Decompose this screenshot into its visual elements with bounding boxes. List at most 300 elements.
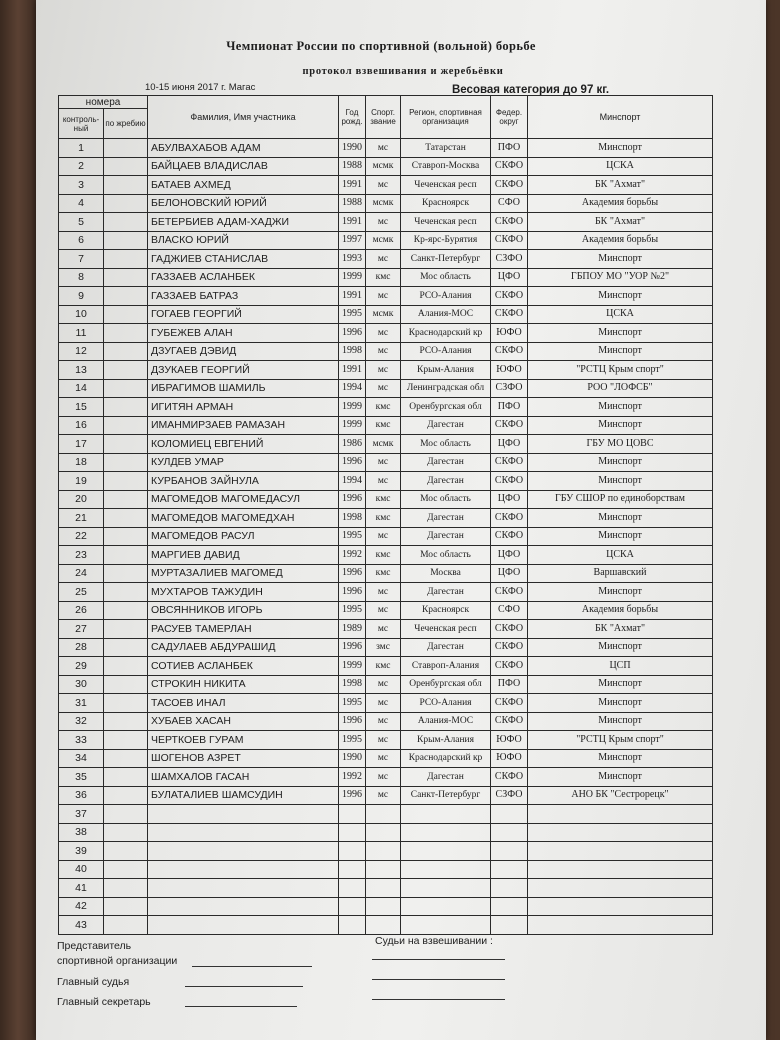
birth-year-cell: 1992 [339, 546, 366, 565]
federal-district-cell: ЦФО [491, 435, 528, 454]
control-number-cell: 33 [59, 731, 104, 750]
participant-name-cell: МАГОМЕДОВ МАГОМЕДАСУЛ [148, 490, 339, 509]
ministry-cell: Минспорт [528, 453, 713, 472]
draw-number-cell [104, 490, 148, 509]
table-row [59, 768, 713, 787]
draw-number-cell [104, 453, 148, 472]
federal-district-cell: СКФО [491, 620, 528, 639]
participant-name-cell: ИМАНМИРЗАЕВ РАМАЗАН [148, 416, 339, 435]
sport-rank-cell: мс [366, 786, 401, 805]
weigh-in-table [58, 95, 713, 935]
representative-label-line1: Представитель [57, 940, 132, 952]
ministry-cell: Минспорт [528, 638, 713, 657]
federal-district-cell: СКФО [491, 583, 528, 602]
sport-rank-cell: мс [366, 287, 401, 306]
control-number-cell: 43 [59, 916, 104, 935]
control-number-cell: 25 [59, 583, 104, 602]
birth-year-cell [339, 805, 366, 824]
ministry-cell: Академия борьбы [528, 194, 713, 213]
control-number-cell: 7 [59, 250, 104, 269]
birth-year-cell: 1996 [339, 712, 366, 731]
region-cell: Дагестан [401, 509, 491, 528]
draw-number-cell [104, 361, 148, 380]
chief-judge-label: Главный судья [57, 976, 130, 988]
chief-secretary-signature-line [185, 1006, 297, 1007]
ministry-cell: Минспорт [528, 509, 713, 528]
region-cell: Санкт-Петербург [401, 786, 491, 805]
control-number-cell: 4 [59, 194, 104, 213]
birth-year-cell: 1998 [339, 342, 366, 361]
participant-name-cell: ДЗУКАЕВ ГЕОРГИЙ [148, 361, 339, 380]
table-row [59, 694, 713, 713]
sport-rank-cell: мс [366, 453, 401, 472]
participant-name-cell: РАСУЕВ ТАМЕРЛАН [148, 620, 339, 639]
draw-number-cell [104, 638, 148, 657]
table-row [59, 453, 713, 472]
table-row [59, 583, 713, 602]
control-number-cell: 39 [59, 842, 104, 861]
ministry-cell: Минспорт [528, 749, 713, 768]
sport-rank-cell: кмс [366, 546, 401, 565]
control-number-cell: 31 [59, 694, 104, 713]
birth-year-cell: 1995 [339, 694, 366, 713]
table-row [59, 527, 713, 546]
header-numbers-group: номера [59, 96, 148, 109]
region-cell [401, 860, 491, 879]
draw-number-cell [104, 342, 148, 361]
sport-rank-cell: кмс [366, 657, 401, 676]
draw-number-cell [104, 916, 148, 935]
control-number-cell: 3 [59, 176, 104, 195]
draw-number-cell [104, 712, 148, 731]
chief-secretary-label: Главный секретарь [57, 996, 151, 1008]
region-cell: Кр-ярс-Бурятия [401, 231, 491, 250]
ministry-cell: Минспорт [528, 472, 713, 491]
participant-name-cell: БЕЛОНОВСКИЙ ЮРИЙ [148, 194, 339, 213]
table-row [59, 287, 713, 306]
participant-name-cell: ТАСОЕВ ИНАЛ [148, 694, 339, 713]
table-row [59, 860, 713, 879]
control-number-cell: 9 [59, 287, 104, 306]
sport-rank-cell: кмс [366, 416, 401, 435]
region-cell [401, 842, 491, 861]
federal-district-cell: СКФО [491, 638, 528, 657]
region-cell: Красноярск [401, 601, 491, 620]
participant-name-cell: ГУБЕЖЕВ АЛАН [148, 324, 339, 343]
birth-year-cell: 1996 [339, 638, 366, 657]
region-cell: Дагестан [401, 583, 491, 602]
table-row [59, 675, 713, 694]
birth-year-cell: 1996 [339, 583, 366, 602]
federal-district-cell: СКФО [491, 509, 528, 528]
ministry-cell: Минспорт [528, 768, 713, 787]
sport-rank-cell: мсмк [366, 194, 401, 213]
sport-rank-cell: мс [366, 601, 401, 620]
draw-number-cell [104, 768, 148, 787]
region-cell: Ленинградская обл [401, 379, 491, 398]
draw-number-cell [104, 268, 148, 287]
participant-name-cell [148, 842, 339, 861]
sport-rank-cell: кмс [366, 564, 401, 583]
sport-rank-cell: мс [366, 583, 401, 602]
draw-number-cell [104, 250, 148, 269]
federal-district-cell: ЮФО [491, 749, 528, 768]
sport-rank-cell: кмс [366, 268, 401, 287]
participant-name-cell: СТРОКИН НИКИТА [148, 675, 339, 694]
ministry-cell [528, 860, 713, 879]
table-row [59, 897, 713, 916]
participant-name-cell [148, 860, 339, 879]
control-number-cell: 13 [59, 361, 104, 380]
federal-district-cell: СКФО [491, 768, 528, 787]
birth-year-cell: 1988 [339, 157, 366, 176]
control-number-cell: 38 [59, 823, 104, 842]
birth-year-cell: 1989 [339, 620, 366, 639]
region-cell: Мос область [401, 268, 491, 287]
participant-name-cell: САДУЛАЕВ АБДУРАШИД [148, 638, 339, 657]
federal-district-cell [491, 842, 528, 861]
region-cell: Чеченская респ [401, 176, 491, 195]
participant-name-cell: ШОГЕНОВ АЗРЕТ [148, 749, 339, 768]
birth-year-cell: 1995 [339, 601, 366, 620]
draw-number-cell [104, 805, 148, 824]
ministry-cell: Минспорт [528, 675, 713, 694]
control-number-cell: 22 [59, 527, 104, 546]
region-cell: РСО-Алания [401, 287, 491, 306]
region-cell [401, 879, 491, 898]
birth-year-cell: 1991 [339, 213, 366, 232]
draw-number-cell [104, 694, 148, 713]
birth-year-cell: 1999 [339, 268, 366, 287]
region-cell: Оренбургская обл [401, 675, 491, 694]
weighing-judge-signature-line [372, 959, 505, 960]
sport-rank-cell: мс [366, 749, 401, 768]
federal-district-cell: СКФО [491, 342, 528, 361]
draw-number-cell [104, 675, 148, 694]
date-place: 10-15 июня 2017 г. Магас [145, 82, 256, 93]
control-number-cell: 1 [59, 139, 104, 158]
federal-district-cell: СЗФО [491, 250, 528, 269]
table-row [59, 712, 713, 731]
federal-district-cell: СКФО [491, 287, 528, 306]
protocol-sheet [36, 0, 766, 1040]
header-ministry: Минспорт [528, 96, 713, 139]
federal-district-cell: ЮФО [491, 361, 528, 380]
sport-rank-cell: мс [366, 731, 401, 750]
table-row [59, 749, 713, 768]
ministry-cell: Минспорт [528, 583, 713, 602]
ministry-cell: "РСТЦ Крым спорт" [528, 361, 713, 380]
sport-rank-cell: мс [366, 342, 401, 361]
table-row [59, 546, 713, 565]
control-number-cell: 15 [59, 398, 104, 417]
sport-rank-cell: мсмк [366, 435, 401, 454]
federal-district-cell [491, 897, 528, 916]
sport-rank-cell: мс [366, 527, 401, 546]
region-cell: Чеченская респ [401, 213, 491, 232]
sport-rank-cell: мс [366, 694, 401, 713]
ministry-cell: Минспорт [528, 527, 713, 546]
birth-year-cell: 1995 [339, 527, 366, 546]
control-number-cell: 41 [59, 879, 104, 898]
federal-district-cell: СЗФО [491, 379, 528, 398]
ministry-cell [528, 842, 713, 861]
participant-name-cell: ДЗУГАЕВ ДЭВИД [148, 342, 339, 361]
participant-name-cell: МАГОМЕДОВ МАГОМЕДХАН [148, 509, 339, 528]
control-number-cell: 14 [59, 379, 104, 398]
ministry-cell: БК "Ахмат" [528, 620, 713, 639]
birth-year-cell [339, 879, 366, 898]
sport-rank-cell: мс [366, 675, 401, 694]
federal-district-cell [491, 805, 528, 824]
document-subtitle: протокол взвешивания и жеребьёвки [302, 66, 504, 77]
participant-name-cell: ИБРАГИМОВ ШАМИЛЬ [148, 379, 339, 398]
sport-rank-cell: мс [366, 324, 401, 343]
birth-year-cell: 1999 [339, 657, 366, 676]
birth-year-cell: 1991 [339, 287, 366, 306]
draw-number-cell [104, 287, 148, 306]
header-region: Регион, спортивная организация [401, 96, 491, 139]
sport-rank-cell: мс [366, 361, 401, 380]
federal-district-cell: СКФО [491, 453, 528, 472]
region-cell: Дагестан [401, 472, 491, 491]
birth-year-cell: 1988 [339, 194, 366, 213]
control-number-cell: 21 [59, 509, 104, 528]
table-row [59, 842, 713, 861]
participant-name-cell: МУХТАРОВ ТАЖУДИН [148, 583, 339, 602]
draw-number-cell [104, 176, 148, 195]
ministry-cell: ГБПОУ МО "УОР №2" [528, 268, 713, 287]
ministry-cell: Минспорт [528, 287, 713, 306]
birth-year-cell: 1991 [339, 176, 366, 195]
birth-year-cell [339, 823, 366, 842]
federal-district-cell: ПФО [491, 139, 528, 158]
ministry-cell: Академия борьбы [528, 231, 713, 250]
region-cell: РСО-Алания [401, 342, 491, 361]
control-number-cell: 27 [59, 620, 104, 639]
birth-year-cell: 1986 [339, 435, 366, 454]
region-cell: Крым-Алания [401, 361, 491, 380]
table-row [59, 176, 713, 195]
header-birth-year: Год рожд. [339, 96, 366, 139]
draw-number-cell [104, 897, 148, 916]
ministry-cell [528, 916, 713, 935]
table-row [59, 139, 713, 158]
region-cell: Алания-МОС [401, 305, 491, 324]
participant-name-cell: ГОГАЕВ ГЕОРГИЙ [148, 305, 339, 324]
table-row [59, 342, 713, 361]
birth-year-cell [339, 897, 366, 916]
sport-rank-cell: мсмк [366, 157, 401, 176]
table-row [59, 472, 713, 491]
table-row [59, 657, 713, 676]
sport-rank-cell: змс [366, 638, 401, 657]
birth-year-cell: 1995 [339, 731, 366, 750]
federal-district-cell: СКФО [491, 231, 528, 250]
sport-rank-cell [366, 805, 401, 824]
sport-rank-cell: мс [366, 176, 401, 195]
table-row [59, 601, 713, 620]
draw-number-cell [104, 398, 148, 417]
chief-judge-signature-line [185, 986, 303, 987]
control-number-cell: 11 [59, 324, 104, 343]
birth-year-cell: 1990 [339, 139, 366, 158]
region-cell: Москва [401, 564, 491, 583]
participant-name-cell: ИГИТЯН АРМАН [148, 398, 339, 417]
table-row [59, 250, 713, 269]
region-cell: Дагестан [401, 416, 491, 435]
control-number-cell: 37 [59, 805, 104, 824]
ministry-cell [528, 823, 713, 842]
draw-number-cell [104, 583, 148, 602]
federal-district-cell: ЦФО [491, 268, 528, 287]
sport-rank-cell: мс [366, 250, 401, 269]
federal-district-cell: ЦФО [491, 490, 528, 509]
participant-name-cell: БЕТЕРБИЕВ АДАМ-ХАДЖИ [148, 213, 339, 232]
ministry-cell [528, 897, 713, 916]
ministry-cell: ГБУ СШОР по единоборствам [528, 490, 713, 509]
control-number-cell: 16 [59, 416, 104, 435]
federal-district-cell: ПФО [491, 675, 528, 694]
region-cell: Крым-Алания [401, 731, 491, 750]
table-row [59, 379, 713, 398]
birth-year-cell: 1996 [339, 786, 366, 805]
sport-rank-cell: мсмк [366, 231, 401, 250]
table-row [59, 879, 713, 898]
federal-district-cell: ЦФО [491, 546, 528, 565]
birth-year-cell: 1998 [339, 509, 366, 528]
ministry-cell: ЦСКА [528, 157, 713, 176]
ministry-cell [528, 879, 713, 898]
draw-number-cell [104, 472, 148, 491]
federal-district-cell: СКФО [491, 712, 528, 731]
header-draw-number: по жребию [104, 109, 148, 139]
draw-number-cell [104, 620, 148, 639]
table-row [59, 231, 713, 250]
participant-name-cell: АБУЛВАХАБОВ АДАМ [148, 139, 339, 158]
region-cell [401, 916, 491, 935]
region-cell [401, 805, 491, 824]
table-row [59, 324, 713, 343]
draw-number-cell [104, 379, 148, 398]
ministry-cell: Минспорт [528, 250, 713, 269]
control-number-cell: 12 [59, 342, 104, 361]
ministry-cell: Академия борьбы [528, 601, 713, 620]
participant-name-cell: ГАЗЗАЕВ БАТРАЗ [148, 287, 339, 306]
sport-rank-cell [366, 860, 401, 879]
participant-name-cell: СОТИЕВ АСЛАНБЕК [148, 657, 339, 676]
header-control-number: контроль-ный [59, 109, 104, 139]
ministry-cell: ЦСП [528, 657, 713, 676]
control-number-cell: 20 [59, 490, 104, 509]
region-cell: Дагестан [401, 768, 491, 787]
participant-name-cell: БАЙЦАЕВ ВЛАДИСЛАВ [148, 157, 339, 176]
table-row [59, 361, 713, 380]
draw-number-cell [104, 601, 148, 620]
control-number-cell: 24 [59, 564, 104, 583]
federal-district-cell: СКФО [491, 694, 528, 713]
participant-name-cell: БАТАЕВ АХМЕД [148, 176, 339, 195]
participant-name-cell: ВЛАСКО ЮРИЙ [148, 231, 339, 250]
federal-district-cell: ЦФО [491, 564, 528, 583]
sport-rank-cell: мс [366, 620, 401, 639]
birth-year-cell: 1999 [339, 398, 366, 417]
draw-number-cell [104, 157, 148, 176]
birth-year-cell: 1995 [339, 305, 366, 324]
control-number-cell: 6 [59, 231, 104, 250]
ministry-cell: БК "Ахмат" [528, 213, 713, 232]
participant-name-cell: КОЛОМИЕЦ ЕВГЕНИЙ [148, 435, 339, 454]
control-number-cell: 5 [59, 213, 104, 232]
table-row [59, 398, 713, 417]
participant-name-cell: ГАДЖИЕВ СТАНИСЛАВ [148, 250, 339, 269]
representative-label-line2: спортивной организации [57, 955, 178, 967]
sport-rank-cell [366, 842, 401, 861]
federal-district-cell: СКФО [491, 157, 528, 176]
birth-year-cell [339, 860, 366, 879]
ministry-cell [528, 805, 713, 824]
participant-name-cell: БУЛАТАЛИЕВ ШАМСУДИН [148, 786, 339, 805]
participant-name-cell [148, 916, 339, 935]
participant-name-cell: МАРГИЕВ ДАВИД [148, 546, 339, 565]
participant-name-cell: МАГОМЕДОВ РАСУЛ [148, 527, 339, 546]
birth-year-cell [339, 916, 366, 935]
draw-number-cell [104, 509, 148, 528]
control-number-cell: 19 [59, 472, 104, 491]
table-row [59, 786, 713, 805]
ministry-cell: ЦСКА [528, 546, 713, 565]
sport-rank-cell: мс [366, 213, 401, 232]
federal-district-cell: ПФО [491, 398, 528, 417]
birth-year-cell: 1996 [339, 324, 366, 343]
ministry-cell: ЦСКА [528, 305, 713, 324]
ministry-cell: БК "Ахмат" [528, 176, 713, 195]
participant-name-cell: КУРБАНОВ ЗАЙНУЛА [148, 472, 339, 491]
table-row [59, 435, 713, 454]
region-cell [401, 897, 491, 916]
birth-year-cell: 1992 [339, 768, 366, 787]
region-cell: Мос область [401, 490, 491, 509]
federal-district-cell: ЮФО [491, 324, 528, 343]
birth-year-cell: 1997 [339, 231, 366, 250]
weighing-judge-signature-line [372, 999, 505, 1000]
header-sport-rank: Спорт. звание [366, 96, 401, 139]
control-number-cell: 40 [59, 860, 104, 879]
federal-district-cell: СКФО [491, 657, 528, 676]
draw-number-cell [104, 305, 148, 324]
participant-name-cell: КУЛДЕВ УМАР [148, 453, 339, 472]
region-cell: Дагестан [401, 527, 491, 546]
ministry-cell: Минспорт [528, 324, 713, 343]
birth-year-cell: 1996 [339, 453, 366, 472]
document-title: Чемпионат России по спортивной (вольной) борьбе [226, 39, 536, 53]
control-number-cell: 30 [59, 675, 104, 694]
draw-number-cell [104, 324, 148, 343]
birth-year-cell: 1991 [339, 361, 366, 380]
draw-number-cell [104, 194, 148, 213]
sport-rank-cell: мс [366, 472, 401, 491]
draw-number-cell [104, 231, 148, 250]
representative-signature-line [192, 966, 312, 967]
table-body [59, 139, 713, 935]
ministry-cell: "РСТЦ Крым спорт" [528, 731, 713, 750]
sport-rank-cell [366, 823, 401, 842]
federal-district-cell: СЗФО [491, 786, 528, 805]
draw-number-cell [104, 527, 148, 546]
region-cell: Краснодарский кр [401, 749, 491, 768]
ministry-cell: РОО "ЛОФСБ" [528, 379, 713, 398]
draw-number-cell [104, 416, 148, 435]
